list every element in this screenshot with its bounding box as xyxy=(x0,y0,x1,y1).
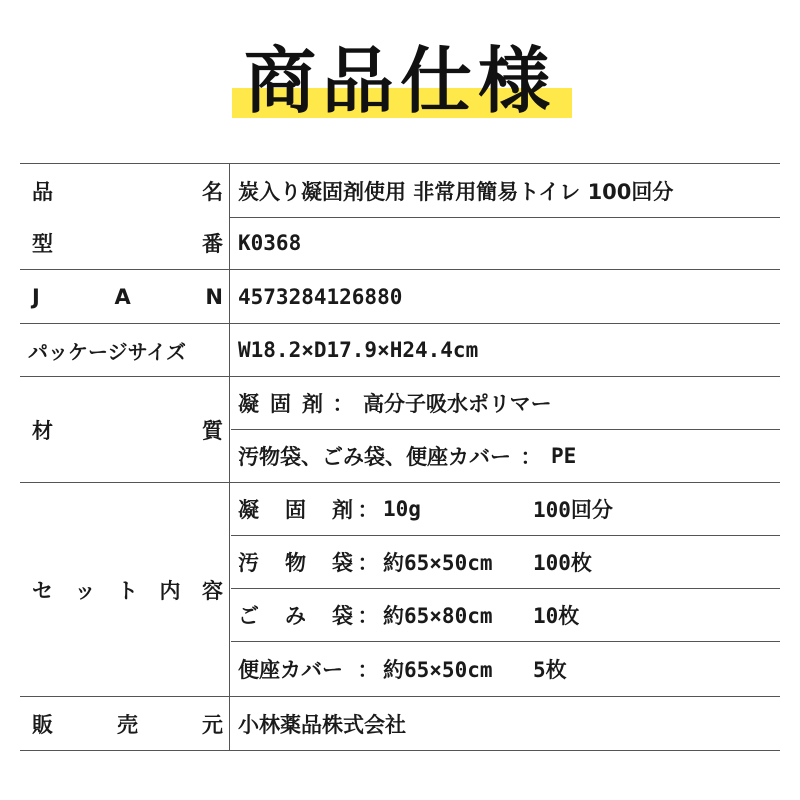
label-char: 質 xyxy=(202,418,223,443)
set-item-key xyxy=(238,654,353,684)
key-char: 便座カバー xyxy=(238,658,343,682)
row-model-number xyxy=(20,217,780,270)
row-label xyxy=(20,377,230,482)
set-item-qty: 10枚 xyxy=(533,604,580,628)
separator: ： xyxy=(357,498,379,522)
row-seller xyxy=(20,697,780,751)
set-item-amount: 約65×50cm xyxy=(383,658,493,682)
set-item xyxy=(231,589,780,642)
model-number-value: K0368 xyxy=(238,231,302,255)
separator: ： xyxy=(332,392,354,416)
label-char: 売 xyxy=(117,712,138,737)
label-char: N xyxy=(205,284,223,309)
set-item-qty: 100回分 xyxy=(533,498,613,522)
label-char: J xyxy=(32,284,40,309)
label-char: ト xyxy=(117,578,138,603)
key-char: 凝 xyxy=(238,392,259,416)
label-char: 材 xyxy=(32,418,53,443)
row-label xyxy=(20,697,230,750)
label-char: ッ xyxy=(74,578,96,603)
separator: ： xyxy=(520,445,542,469)
label-char: 元 xyxy=(202,712,223,737)
label-char: 品 xyxy=(32,179,53,204)
row-set-contents xyxy=(20,483,780,697)
key-char: 固 xyxy=(285,498,306,522)
seller-value: 小林薬品株式会社 xyxy=(238,712,406,737)
separator: ： xyxy=(357,551,379,575)
set-item xyxy=(231,483,780,536)
set-item xyxy=(231,536,780,589)
material-value: 高分子吸水ポリマー xyxy=(363,392,552,416)
label-char: 販 xyxy=(32,712,53,737)
set-item-amount: 約65×50cm xyxy=(383,551,493,575)
label-char: 内 xyxy=(159,578,181,603)
key-char: 剤 xyxy=(332,498,353,522)
row-package-size xyxy=(20,324,780,377)
material-key xyxy=(238,388,323,418)
jan-value: 4573284126880 xyxy=(238,284,403,309)
label-char: A xyxy=(114,284,131,309)
title-area xyxy=(0,0,800,150)
set-item-key xyxy=(238,494,353,524)
label-char: 番 xyxy=(202,232,223,256)
key-char: み xyxy=(285,604,306,628)
set-item-amount: 10g xyxy=(383,497,421,521)
row-material xyxy=(20,377,780,483)
key-char: ご xyxy=(238,604,259,628)
material-line xyxy=(231,430,780,482)
separator: ： xyxy=(357,604,379,628)
material-line xyxy=(231,377,780,430)
set-item xyxy=(231,642,780,696)
product-name-value: 炭入り凝固剤使用 非常用簡易トイレ 100回分 xyxy=(238,179,674,204)
label-char: 名 xyxy=(202,179,223,204)
key-char: 汚 xyxy=(238,551,259,575)
label-char: セ xyxy=(32,578,53,603)
key-char: 固 xyxy=(270,392,291,416)
key-char: 袋 xyxy=(332,551,353,575)
set-item-amount: 約65×80cm xyxy=(383,604,493,628)
row-label xyxy=(20,164,230,217)
separator: ： xyxy=(357,658,379,682)
set-item-qty: 5枚 xyxy=(533,658,567,682)
row-label: パッケージサイズ xyxy=(20,324,230,376)
label-char: 容 xyxy=(202,578,223,603)
key-char: 凝 xyxy=(238,498,259,522)
row-product-name xyxy=(20,163,780,218)
material-value: PE xyxy=(551,444,577,468)
label-char: 型 xyxy=(32,232,53,256)
row-label xyxy=(20,217,230,269)
package-size-value: W18.2×D17.9×H24.4cm xyxy=(238,338,479,362)
set-item-qty: 100枚 xyxy=(533,551,592,575)
key-char: 物 xyxy=(285,551,306,575)
row-label xyxy=(20,483,230,696)
key-char: 袋 xyxy=(332,604,353,628)
key-char: 剤 xyxy=(302,392,323,416)
material-key: 汚物袋、ごみ袋、便座カバー xyxy=(238,445,511,469)
set-item-key xyxy=(238,547,353,577)
set-item-key xyxy=(238,600,353,630)
page-title: 商品仕様 xyxy=(243,39,556,123)
row-label xyxy=(20,270,230,323)
row-jan xyxy=(20,270,780,324)
